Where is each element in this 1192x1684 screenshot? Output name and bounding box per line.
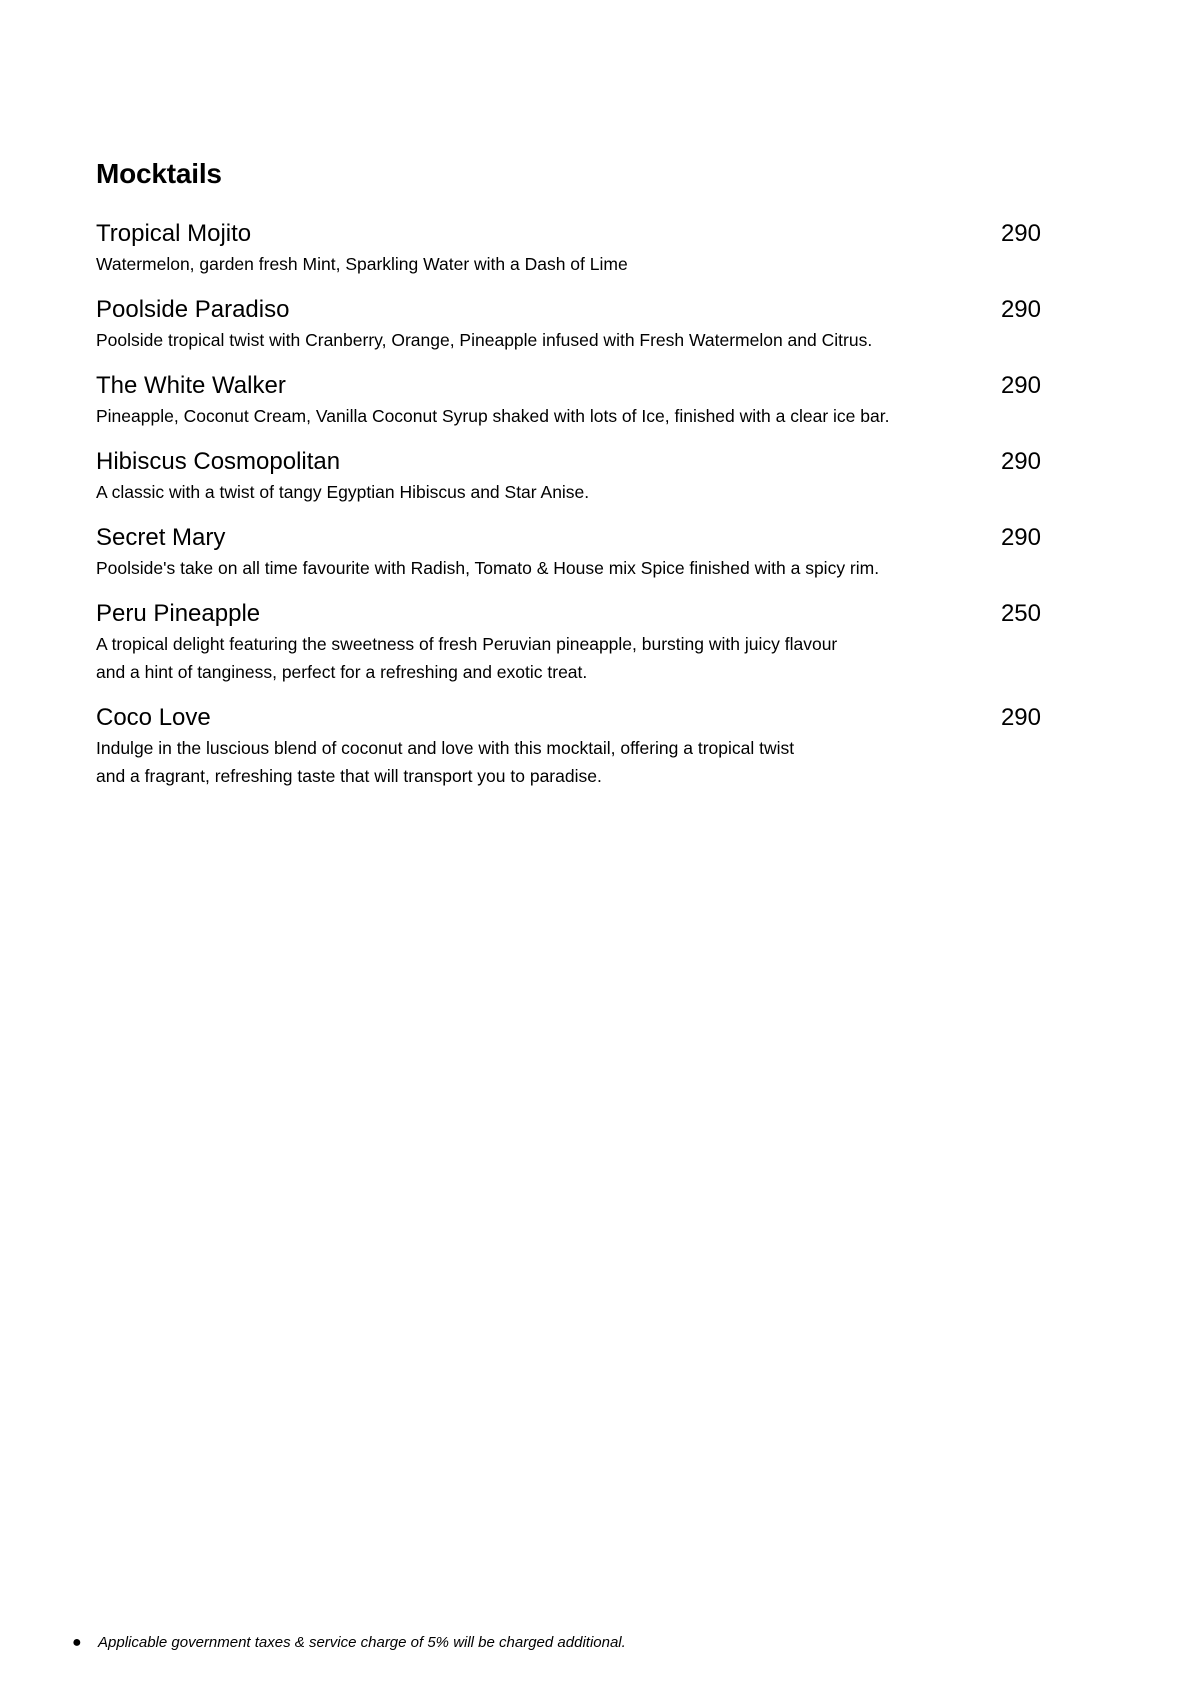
- item-price: 290: [1000, 220, 1041, 247]
- menu-item-header: [96, 522, 1044, 554]
- tax-footnote: [72, 1633, 626, 1653]
- item-description: Poolside tropical twist with Cranberry, Orange, Pineapple infused with Fresh Watermelon and Citrus.: [96, 330, 873, 350]
- item-description: Poolside's take on all time favourite with Radish, Tomato & House mix Spice finished with a spicy rim.: [96, 558, 880, 578]
- mocktails-list: [96, 218, 1044, 806]
- item-price: 290: [1000, 296, 1041, 323]
- menu-item-header: [96, 598, 1044, 630]
- item-description: Pineapple, Coconut Cream, Vanilla Coconut Syrup shaked with lots of Ice, finished with a clear ice bar.: [96, 406, 890, 426]
- item-name: Hibiscus Cosmopolitan: [96, 448, 341, 475]
- item-name: Secret Mary: [96, 524, 226, 551]
- menu-item-hibiscus-cosmopolitan: [96, 446, 1044, 506]
- menu-item-tropical-mojito: [96, 218, 1044, 278]
- item-description: Watermelon, garden fresh Mint, Sparkling Water with a Dash of Lime: [96, 254, 628, 274]
- item-name: The White Walker: [96, 372, 286, 399]
- menu-item-header: [96, 218, 1044, 250]
- item-description: A tropical delight featuring the sweetness of fresh Peruvian pineapple, bursting with juicy flavour and a hint of tanginess, perfect for a refreshing and exotic treat.: [96, 634, 838, 682]
- item-description: Indulge in the luscious blend of coconut and love with this mocktail, offering a tropical twist and a fragrant, refreshing taste that will transport you to paradise.: [96, 738, 795, 786]
- item-name: Peru Pineapple: [96, 600, 261, 627]
- item-name: Tropical Mojito: [96, 220, 252, 247]
- item-price: 290: [1000, 704, 1041, 731]
- menu-item-header: [96, 702, 1044, 734]
- item-name: Poolside Paradiso: [96, 296, 290, 323]
- menu-item-coco-love: [96, 702, 1044, 790]
- item-price: 250: [1000, 600, 1041, 627]
- item-price: 290: [1000, 524, 1041, 551]
- item-name: Coco Love: [96, 704, 211, 731]
- bullet-icon: ●: [72, 1634, 82, 1651]
- menu-item-header: [96, 294, 1044, 326]
- footnote-text: Applicable government taxes & service charge of 5% will be charged additional.: [98, 1634, 626, 1651]
- item-price: 290: [1000, 448, 1041, 475]
- menu-item-the-white-walker: [96, 370, 1044, 430]
- menu-item-secret-mary: [96, 522, 1044, 582]
- menu-item-header: [96, 370, 1044, 402]
- menu-item-peru-pineapple: [96, 598, 1044, 686]
- menu-item-poolside-paradiso: [96, 294, 1044, 354]
- item-price: 290: [1000, 372, 1041, 399]
- section-title: Mocktails: [96, 158, 222, 189]
- menu-item-header: [96, 446, 1044, 478]
- item-description: A classic with a twist of tangy Egyptian Hibiscus and Star Anise.: [96, 482, 590, 502]
